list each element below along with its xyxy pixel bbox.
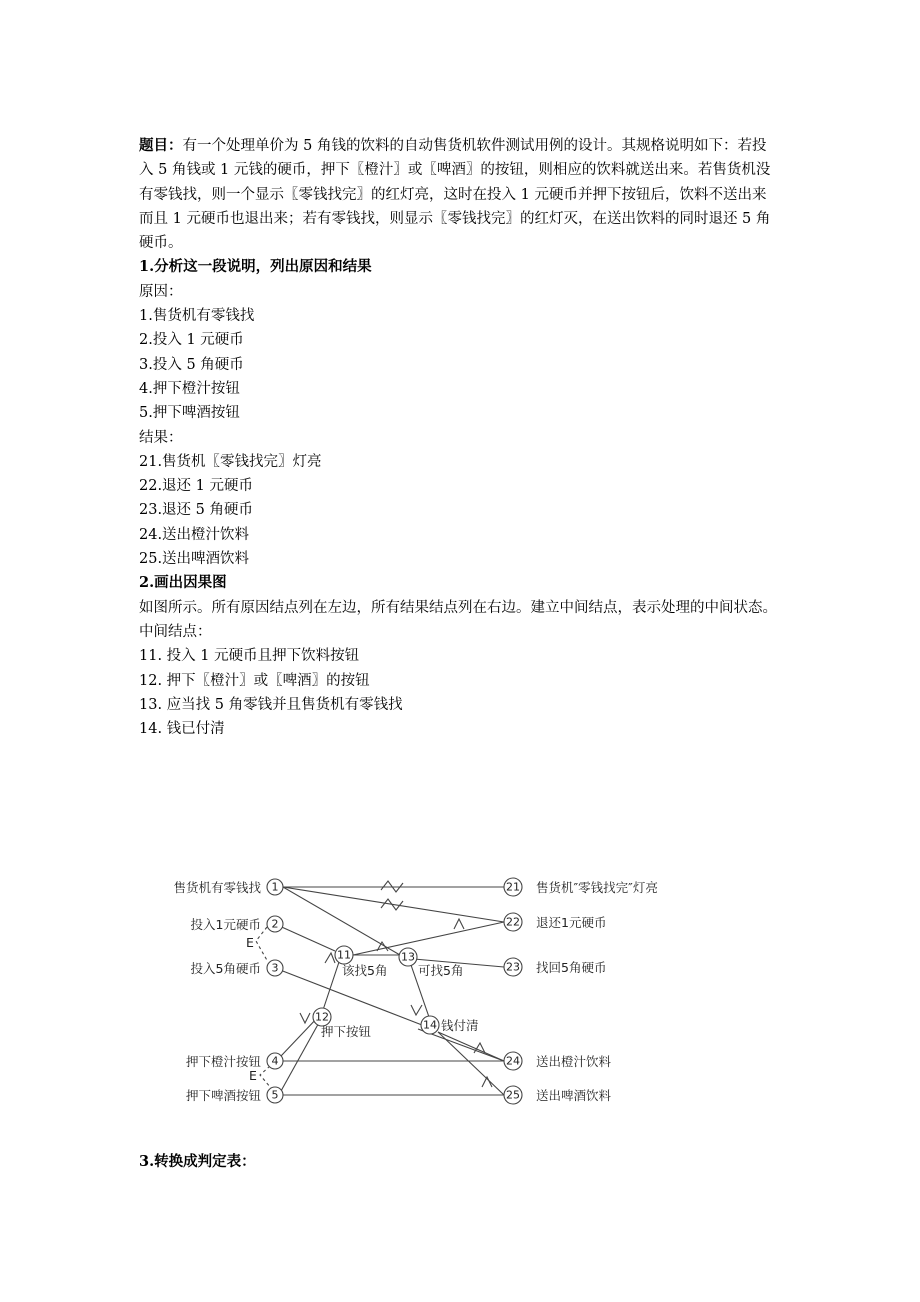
problem-label: 题目：	[139, 137, 183, 154]
effects-label: 结果：	[139, 429, 183, 446]
cause-item: 2.投入 1 元硬币	[139, 332, 244, 349]
cause-label-1: 售货机有零钱找	[173, 880, 261, 895]
causes-label: 原因：	[139, 283, 183, 300]
section2-text: 如图所示。所有原因结点列在左边，所有结果结点列在右边。建立中间结点，表示处理的中间状态。中间结点：	[139, 599, 777, 640]
cause-effect-diagram	[138, 865, 698, 1115]
edge-2-11	[275, 924, 335, 951]
effect-item: 25.送出啤酒饮料	[139, 551, 250, 568]
problem-statement	[139, 134, 779, 255]
cause-item: 3.投入 5 角硬币	[139, 356, 244, 373]
mid-label-12: 押下按钮	[321, 1024, 372, 1039]
effect-label-25: 送出啤酒饮料	[536, 1088, 612, 1103]
node-11-label: 11	[337, 948, 351, 962]
cause-effect-svg	[138, 865, 698, 1115]
or-arc-14	[411, 1005, 422, 1015]
node-5-label: 5	[271, 1088, 279, 1102]
cause-label-2: 投入1元硬币	[190, 917, 261, 932]
constraint-e-top: E	[246, 935, 254, 950]
effect-item: 23.退还 5 角硬币	[139, 502, 254, 519]
effect-label-24: 送出橙汁饮料	[536, 1054, 612, 1069]
effect-item: 24.送出橙汁饮料	[139, 526, 250, 543]
cause-item: 4.押下橙汁按钮	[139, 380, 240, 397]
edge-14-24	[438, 1032, 504, 1061]
effect-item: 22.退还 1 元硬币	[139, 478, 254, 495]
edge-11-22	[353, 922, 504, 955]
and-arc-11	[325, 953, 335, 963]
edge-4-12	[281, 1016, 319, 1056]
node-23-label: 23	[506, 960, 520, 974]
node-2-label: 2	[271, 917, 279, 931]
exclusive-constraint-top	[256, 927, 268, 962]
problem-text: 有一个处理单价为 5 角钱的饮料的自动售货机软件测试用例的设计。其规格说明如下：若投入 5 角钱或 1 元钱的硬币，押下〖橙汁〗或〖啤酒〗的按钮，则相应的饮料就送出来。若售货机没有零钱找，则一个显示〖零钱找完〗的红灯亮，这时在投入 1 元硬币并押下按钮后，饮料不送出来而且 1 元硬币也退出来；若有零钱找，则显示〖零钱找完〗的红灯灭，在送出饮料的同时退还 5 角硬币。	[139, 138, 771, 252]
node-13-label: 13	[401, 950, 415, 964]
exclusive-constraint-bottom	[260, 1066, 271, 1088]
edge-12-11	[323, 962, 339, 1010]
constraint-e-bottom: E	[249, 1068, 257, 1083]
section1-heading: 1.分析这一段说明，列出原因和结果	[139, 258, 372, 276]
node-24-label: 24	[506, 1054, 520, 1068]
mid-label-14: 钱付清	[441, 1018, 479, 1033]
edge-1-13	[283, 887, 400, 955]
cause-label-5: 押下啤酒按钮	[185, 1088, 261, 1103]
effect-label-23: 找回5角硬币	[536, 960, 607, 975]
mid-label-13: 可找5角	[418, 963, 464, 978]
effect-label-22: 退还1元硬币	[536, 915, 607, 930]
cause-label-3: 投入5角硬币	[190, 961, 261, 976]
mid-node-item: 13. 应当找 5 角零钱并且售货机有零钱找	[139, 696, 403, 713]
node-1-label: 1	[271, 880, 279, 894]
node-14-label: 14	[423, 1018, 437, 1032]
mid-node-item: 12. 押下〖橙汁〗或〖啤酒〗的按钮	[139, 672, 370, 689]
effect-label-21: 售货机″零钱找完″灯亮	[536, 880, 658, 895]
node-12-label: 12	[315, 1010, 329, 1024]
not-marker-22	[381, 899, 403, 910]
edge-5-12	[281, 1019, 321, 1091]
not-marker-21	[381, 881, 403, 892]
section2-heading: 2.画出因果图	[139, 574, 227, 592]
or-arc-12	[300, 1013, 310, 1023]
mid-node-item: 11. 投入 1 元硬币且押下饮料按钮	[139, 648, 360, 665]
node-22-label: 22	[506, 915, 520, 929]
edge-14-25	[438, 1032, 504, 1095]
cause-item: 1.售货机有零钱找	[139, 308, 255, 325]
mid-node-item: 14. 钱已付清	[139, 721, 225, 738]
node-3-label: 3	[271, 961, 279, 975]
section3-heading: 3.转换成判定表：	[139, 1153, 256, 1170]
cause-label-4: 押下橙汁按钮	[185, 1054, 261, 1069]
edge-1-22	[283, 887, 504, 922]
document-body	[139, 134, 779, 741]
effect-item: 21.售货机〖零钱找完〗灯亮	[139, 453, 322, 470]
mid-label-11: 该找5角	[342, 963, 388, 978]
node-21-label: 21	[506, 880, 520, 894]
node-25-label: 25	[506, 1088, 520, 1102]
and-arc-22	[454, 919, 464, 929]
cause-item: 5.押下啤酒按钮	[139, 405, 240, 422]
node-4-label: 4	[271, 1054, 279, 1068]
